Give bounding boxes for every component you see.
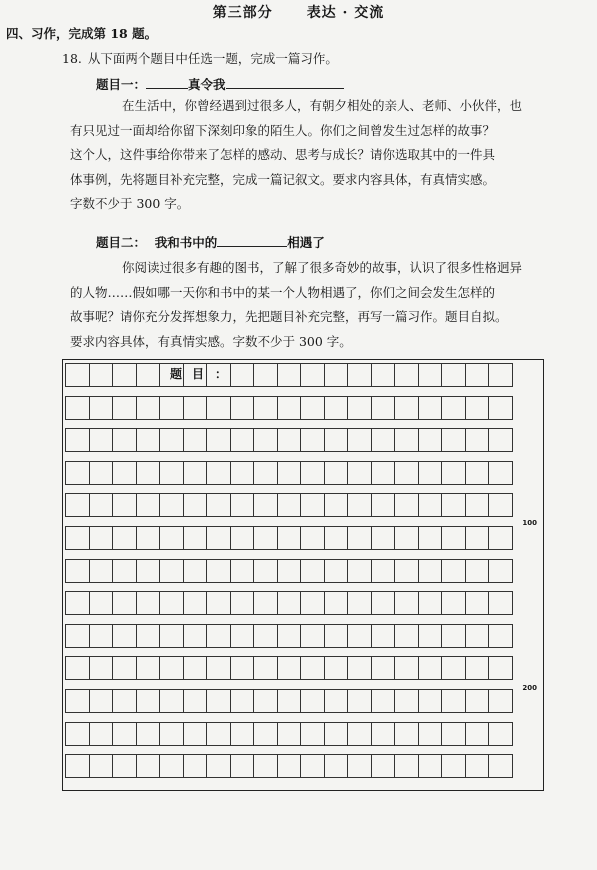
grid-cell[interactable] (230, 526, 254, 550)
grid-cell[interactable] (394, 363, 418, 387)
grid-cell[interactable] (300, 428, 324, 452)
grid-cell[interactable] (347, 461, 371, 485)
grid-cell[interactable] (394, 428, 418, 452)
grid-cell[interactable] (230, 559, 254, 583)
grid-cell[interactable] (488, 656, 513, 680)
grid-cell[interactable] (418, 722, 442, 746)
grid-cell[interactable] (65, 493, 89, 517)
grid-cell[interactable] (441, 722, 465, 746)
grid-cell[interactable] (465, 396, 489, 420)
question-text: 从下面两个题目中任选一题，完成一篇习作。 (87, 51, 338, 66)
grid-cell[interactable] (277, 722, 301, 746)
grid-cell[interactable] (347, 754, 371, 778)
grid-cell[interactable] (371, 754, 395, 778)
grid-cell[interactable] (230, 396, 254, 420)
topic1-line: 有只见过一面却给你留下深刻印象的陌生人。你们之间曾发生过怎样的故事？ (70, 122, 496, 138)
grid-cell[interactable] (277, 428, 301, 452)
grid-cell[interactable] (253, 754, 277, 778)
grid-cell[interactable] (136, 493, 160, 517)
grid-cell[interactable] (371, 689, 395, 713)
grid-cell[interactable] (112, 656, 136, 680)
grid-cell[interactable] (65, 656, 89, 680)
grid-cell[interactable] (65, 591, 89, 615)
grid-cell[interactable] (441, 396, 465, 420)
grid-cell[interactable] (136, 396, 160, 420)
grid-cell[interactable] (183, 526, 207, 550)
grid-cell[interactable] (347, 396, 371, 420)
grid-cell[interactable] (418, 656, 442, 680)
grid-cell[interactable] (112, 624, 136, 648)
topic2-blank (217, 234, 287, 247)
grid-cell[interactable] (159, 656, 183, 680)
grid-row (65, 526, 541, 550)
grid-row (65, 689, 541, 713)
grid-cell[interactable] (136, 689, 160, 713)
grid-cell[interactable] (89, 722, 113, 746)
writing-grid[interactable] (62, 359, 544, 791)
grid-cell[interactable] (394, 559, 418, 583)
grid-cell[interactable] (159, 493, 183, 517)
grid-mark-100: 100 (522, 519, 537, 527)
grid-cell[interactable] (441, 689, 465, 713)
grid-cell[interactable] (488, 396, 513, 420)
grid-cell[interactable] (183, 396, 207, 420)
grid-cell[interactable] (441, 754, 465, 778)
grid-cell[interactable] (183, 428, 207, 452)
grid-cell[interactable] (488, 559, 513, 583)
grid-cell[interactable] (89, 624, 113, 648)
grid-cell[interactable] (206, 428, 230, 452)
grid-cell[interactable] (300, 396, 324, 420)
grid-cell[interactable] (418, 428, 442, 452)
grid-cell[interactable] (253, 591, 277, 615)
grid-row (65, 754, 541, 778)
grid-cell[interactable] (230, 591, 254, 615)
grid-cell[interactable] (465, 591, 489, 615)
topic2-prompt (70, 256, 551, 354)
grid-cell[interactable] (324, 396, 348, 420)
grid-cell[interactable] (253, 363, 277, 387)
grid-cell[interactable] (324, 656, 348, 680)
grid-cell[interactable] (347, 591, 371, 615)
grid-cell[interactable] (89, 526, 113, 550)
grid-cell[interactable] (89, 461, 113, 485)
grid-cell[interactable] (394, 656, 418, 680)
grid-cell[interactable] (65, 559, 89, 583)
grid-cell[interactable] (394, 526, 418, 550)
grid-cell[interactable] (394, 591, 418, 615)
grid-cell[interactable] (394, 689, 418, 713)
grid-cell[interactable] (300, 624, 324, 648)
grid-cell[interactable] (324, 754, 348, 778)
grid-cell[interactable] (136, 656, 160, 680)
grid-cell[interactable] (206, 624, 230, 648)
grid-cell[interactable] (136, 363, 160, 387)
topic1-middle-text: 真令我 (188, 77, 226, 92)
grid-cell[interactable] (441, 363, 465, 387)
topic2-line: 故事呢？请你充分发挥想象力，先把题目补充完整，再写一篇习作。题目自拟。 (70, 309, 508, 324)
grid-cell[interactable] (183, 559, 207, 583)
grid-row (65, 722, 541, 746)
grid-cell[interactable] (488, 363, 513, 387)
grid-cell[interactable] (206, 689, 230, 713)
grid-cell[interactable] (65, 461, 89, 485)
grid-cell[interactable] (230, 461, 254, 485)
grid-row (65, 493, 541, 517)
grid-row (65, 428, 541, 452)
grid-cell[interactable] (488, 591, 513, 615)
grid-cell[interactable] (488, 722, 513, 746)
grid-cell[interactable] (324, 461, 348, 485)
grid-cell[interactable] (465, 526, 489, 550)
grid-cell[interactable] (488, 689, 513, 713)
topic1-blank-after (226, 76, 344, 89)
grid-cell[interactable] (65, 428, 89, 452)
grid-cell[interactable] (159, 428, 183, 452)
grid-cell[interactable] (159, 754, 183, 778)
topic1-line: 这个人，这件事给你带来了怎样的感动、思考与成长？请你选取其中的一件具 (70, 147, 496, 162)
grid-cell[interactable] (300, 526, 324, 550)
grid-cell[interactable] (488, 754, 513, 778)
grid-cell[interactable] (488, 428, 513, 452)
grid-cell[interactable] (465, 656, 489, 680)
grid-cell[interactable] (465, 559, 489, 583)
grid-cell[interactable] (159, 689, 183, 713)
grid-cell[interactable] (277, 396, 301, 420)
grid-cell[interactable] (441, 624, 465, 648)
grid-cell[interactable] (300, 722, 324, 746)
grid-cell[interactable] (65, 396, 89, 420)
grid-cell[interactable] (347, 624, 371, 648)
section-name: 表达 · 交流 (306, 5, 385, 21)
question-number: 18. (62, 51, 82, 66)
grid-cell[interactable] (206, 754, 230, 778)
grid-cell[interactable] (206, 526, 230, 550)
grid-cell[interactable] (324, 493, 348, 517)
grid-cell[interactable] (89, 493, 113, 517)
grid-cell[interactable] (300, 689, 324, 713)
topic1-line: 在生活中，你曾经遇到过很多人，有朝夕相处的亲人、老师、小伙伴，也 (122, 98, 523, 113)
grid-cell[interactable] (253, 526, 277, 550)
grid-cell[interactable] (371, 559, 395, 583)
grid-cell[interactable] (465, 624, 489, 648)
grid-cell[interactable] (324, 591, 348, 615)
grid-cell[interactable] (347, 526, 371, 550)
grid-cell[interactable] (65, 754, 89, 778)
grid-cell[interactable] (65, 624, 89, 648)
grid-cell[interactable] (394, 624, 418, 648)
grid-cell[interactable] (183, 689, 207, 713)
grid-cell[interactable] (300, 656, 324, 680)
grid-cell[interactable] (230, 493, 254, 517)
grid-cell[interactable] (136, 624, 160, 648)
grid-cell[interactable] (183, 624, 207, 648)
grid-cell[interactable] (206, 461, 230, 485)
grid-cell[interactable] (89, 754, 113, 778)
grid-cell[interactable] (371, 526, 395, 550)
grid-cell[interactable] (136, 559, 160, 583)
grid-cell[interactable] (230, 363, 254, 387)
grid-cell[interactable] (371, 722, 395, 746)
grid-cell[interactable] (441, 428, 465, 452)
grid-cell[interactable] (465, 689, 489, 713)
grid-cell[interactable] (277, 624, 301, 648)
grid-cell[interactable] (418, 689, 442, 713)
grid-title-label: 题目 (170, 367, 215, 381)
grid-cell[interactable] (324, 689, 348, 713)
grid-cell[interactable] (418, 396, 442, 420)
grid-cell[interactable] (183, 754, 207, 778)
grid-cell[interactable] (371, 591, 395, 615)
grid-cell[interactable] (347, 722, 371, 746)
grid-cell[interactable] (112, 493, 136, 517)
grid-cell[interactable] (159, 591, 183, 615)
grid-cell[interactable] (371, 461, 395, 485)
grid-cell[interactable] (441, 559, 465, 583)
topic2-suffix: 相遇了 (287, 235, 325, 250)
grid-cell[interactable] (300, 559, 324, 583)
grid-cell[interactable] (183, 722, 207, 746)
grid-cell[interactable] (89, 559, 113, 583)
grid-cell[interactable] (465, 363, 489, 387)
grid-cell[interactable] (347, 656, 371, 680)
grid-cell[interactable] (136, 526, 160, 550)
grid-cell[interactable] (441, 656, 465, 680)
grid-cell[interactable] (112, 754, 136, 778)
grid-cell[interactable] (418, 493, 442, 517)
grid-row (65, 624, 541, 648)
grid-cell[interactable] (136, 461, 160, 485)
grid-cell[interactable] (89, 428, 113, 452)
grid-row (65, 559, 541, 583)
grid-cell[interactable] (112, 591, 136, 615)
topic2-line: 要求内容具体，有真情实感。字数不少于 300 字。 (70, 333, 352, 349)
grid-cell[interactable] (253, 624, 277, 648)
grid-cell[interactable] (89, 689, 113, 713)
grid-cell[interactable] (394, 754, 418, 778)
grid-cell[interactable] (277, 559, 301, 583)
grid-cell[interactable] (112, 722, 136, 746)
topic2-prefix: 我和书中的 (154, 235, 218, 250)
grid-cell[interactable] (347, 363, 371, 387)
topic1-line: 体事例，先将题目补充完整，完成一篇记叙文。要求内容具体，有真情实感。 (70, 171, 496, 187)
grid-cell[interactable] (300, 493, 324, 517)
section-heading: 四、习作，完成第 18 题。 (6, 26, 158, 41)
grid-cell[interactable] (465, 493, 489, 517)
grid-cell[interactable] (159, 396, 183, 420)
grid-cell[interactable] (441, 526, 465, 550)
grid-cell[interactable] (89, 656, 113, 680)
grid-cell[interactable] (324, 624, 348, 648)
topic2-title (96, 233, 325, 251)
grid-cell[interactable] (277, 689, 301, 713)
grid-cell[interactable] (371, 396, 395, 420)
grid-cell[interactable] (206, 656, 230, 680)
grid-cell[interactable] (347, 559, 371, 583)
grid-cell[interactable] (136, 754, 160, 778)
grid-cell[interactable] (277, 591, 301, 615)
grid-cell[interactable] (441, 461, 465, 485)
grid-cell[interactable] (488, 624, 513, 648)
grid-cell[interactable] (206, 591, 230, 615)
grid-cell[interactable] (65, 526, 89, 550)
grid-cell[interactable] (230, 656, 254, 680)
grid-cell[interactable] (394, 722, 418, 746)
grid-row (65, 396, 541, 420)
grid-cell[interactable] (418, 754, 442, 778)
grid-cell[interactable] (324, 363, 348, 387)
grid-cell[interactable] (253, 428, 277, 452)
grid-title-colon: ： (215, 367, 228, 381)
grid-row (65, 363, 541, 387)
part-title (0, 2, 597, 22)
grid-cell[interactable] (394, 461, 418, 485)
grid-cell[interactable] (183, 656, 207, 680)
grid-cell[interactable] (183, 591, 207, 615)
grid-cell[interactable] (253, 396, 277, 420)
grid-cell[interactable] (136, 591, 160, 615)
topic2-label: 题目二： (96, 235, 147, 250)
part-label: 第三部分 (212, 5, 273, 21)
grid-cell[interactable] (441, 591, 465, 615)
grid-row (65, 591, 541, 615)
grid-cell[interactable] (253, 493, 277, 517)
grid-cell[interactable] (89, 396, 113, 420)
grid-cell[interactable] (371, 624, 395, 648)
grid-cell[interactable] (112, 526, 136, 550)
grid-row (65, 461, 541, 485)
grid-cell[interactable] (324, 559, 348, 583)
grid-cell[interactable] (230, 689, 254, 713)
grid-cell[interactable] (394, 396, 418, 420)
grid-cell[interactable] (253, 722, 277, 746)
grid-cell[interactable] (89, 363, 113, 387)
grid-cell[interactable] (230, 754, 254, 778)
grid-cell[interactable] (465, 428, 489, 452)
grid-cell[interactable] (136, 428, 160, 452)
grid-cell[interactable] (441, 493, 465, 517)
grid-cell[interactable] (183, 461, 207, 485)
grid-cell[interactable] (89, 591, 113, 615)
grid-cell[interactable] (112, 461, 136, 485)
grid-cell[interactable] (371, 656, 395, 680)
grid-cell[interactable] (277, 461, 301, 485)
grid-cell[interactable] (277, 656, 301, 680)
grid-cell[interactable] (277, 526, 301, 550)
grid-cell[interactable] (159, 461, 183, 485)
grid-cell[interactable] (371, 493, 395, 517)
grid-cell[interactable] (277, 493, 301, 517)
grid-cell[interactable] (65, 689, 89, 713)
grid-cell[interactable] (300, 754, 324, 778)
grid-cell[interactable] (300, 363, 324, 387)
question-instruction (62, 49, 338, 67)
grid-cell[interactable] (418, 526, 442, 550)
grid-cell[interactable] (112, 559, 136, 583)
grid-cell[interactable] (488, 461, 513, 485)
grid-cell[interactable] (112, 689, 136, 713)
grid-cell[interactable] (112, 428, 136, 452)
grid-cell[interactable] (371, 363, 395, 387)
grid-cell[interactable] (277, 754, 301, 778)
grid-cell[interactable] (159, 559, 183, 583)
grid-cell[interactable] (324, 526, 348, 550)
grid-cell[interactable] (347, 428, 371, 452)
topic2-line: 的人物……假如哪一天你和书中的某一个人物相遇了，你们之间会发生怎样的 (70, 284, 496, 300)
topic2-line: 你阅读过很多有趣的图书，了解了很多奇妙的故事，认识了很多性格迥异 (122, 260, 523, 275)
topic1-title (96, 75, 344, 93)
grid-cell[interactable] (465, 754, 489, 778)
grid-cell[interactable] (112, 396, 136, 420)
grid-cell[interactable] (347, 493, 371, 517)
topic1-prompt (70, 94, 551, 217)
grid-cell[interactable] (300, 591, 324, 615)
grid-cell[interactable] (159, 526, 183, 550)
topic1-label: 题目一： (96, 77, 147, 92)
grid-cell[interactable] (183, 493, 207, 517)
grid-cell[interactable] (418, 559, 442, 583)
grid-cell[interactable] (112, 363, 136, 387)
grid-cell[interactable] (230, 624, 254, 648)
topic1-line: 字数不少于 300 字。 (70, 196, 190, 211)
grid-cell[interactable] (324, 722, 348, 746)
grid-cell[interactable] (418, 591, 442, 615)
grid-cell[interactable] (465, 722, 489, 746)
grid-cell[interactable] (277, 363, 301, 387)
grid-cell[interactable] (65, 722, 89, 746)
grid-cell[interactable] (347, 689, 371, 713)
grid-cell[interactable] (206, 722, 230, 746)
grid-row (65, 656, 541, 680)
grid-cell[interactable] (418, 461, 442, 485)
grid-cell[interactable] (253, 656, 277, 680)
grid-cell[interactable] (324, 428, 348, 452)
grid-cell[interactable] (418, 624, 442, 648)
grid-cell[interactable] (159, 722, 183, 746)
grid-mark-200: 200 (522, 684, 537, 692)
grid-cell[interactable] (371, 428, 395, 452)
grid-cell[interactable] (230, 428, 254, 452)
grid-cell[interactable] (136, 722, 160, 746)
grid-cell[interactable] (394, 493, 418, 517)
grid-cell[interactable] (488, 526, 513, 550)
grid-cell[interactable] (206, 493, 230, 517)
grid-cell[interactable] (159, 624, 183, 648)
grid-cell[interactable] (488, 493, 513, 517)
grid-cell[interactable] (465, 461, 489, 485)
grid-cell[interactable] (206, 559, 230, 583)
grid-cell[interactable] (253, 559, 277, 583)
grid-cell[interactable] (253, 461, 277, 485)
grid-cell[interactable] (65, 363, 89, 387)
grid-cell[interactable] (300, 461, 324, 485)
grid-cell[interactable] (418, 363, 442, 387)
grid-cell[interactable] (253, 689, 277, 713)
grid-cell[interactable] (230, 722, 254, 746)
topic1-blank-before (146, 76, 188, 89)
grid-cell[interactable] (206, 396, 230, 420)
